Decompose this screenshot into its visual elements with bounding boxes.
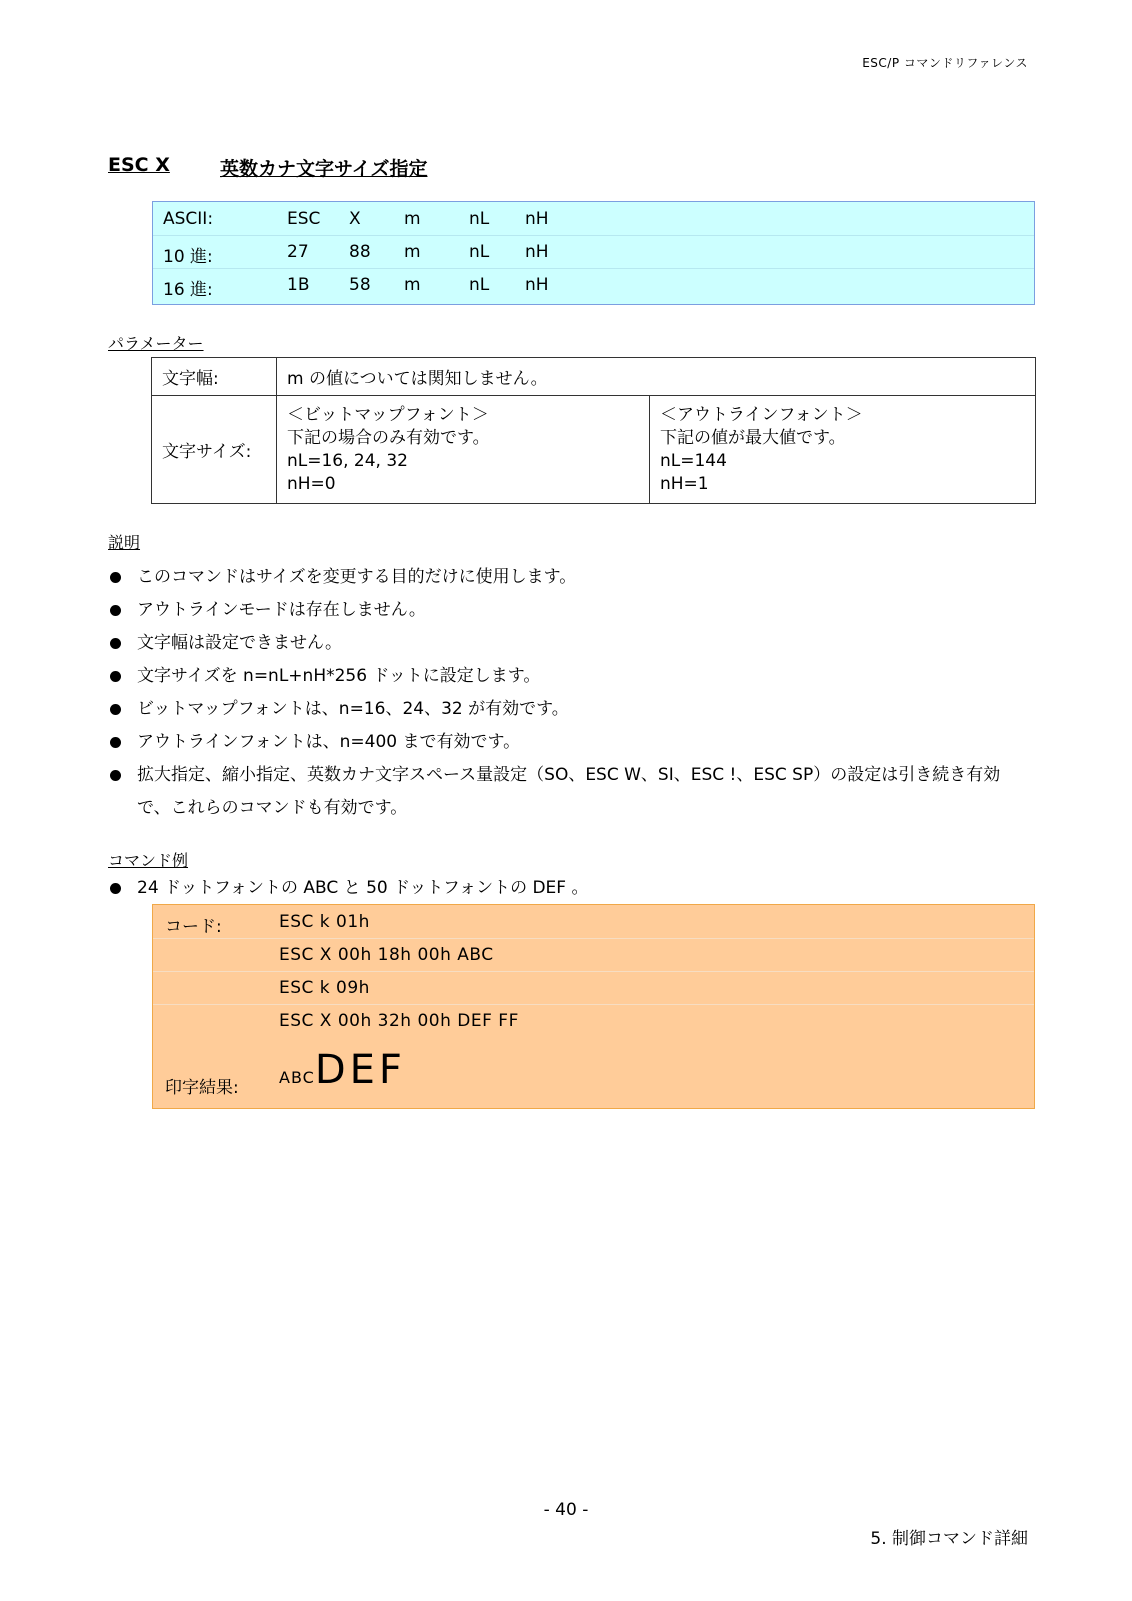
parameters-table (151, 357, 1036, 504)
cell-line: nH=1 (660, 473, 709, 494)
syntax-cell: nH (525, 209, 549, 229)
syntax-row-ascii (153, 202, 1034, 236)
syntax-label: ASCII: (163, 209, 214, 229)
page-title (108, 154, 427, 181)
code-row (153, 905, 1034, 939)
cell-line: 下記の場合のみ有効です。 (287, 427, 490, 448)
syntax-cell: nH (525, 242, 549, 262)
syntax-cell: 88 (349, 242, 371, 262)
cell-line: nH=0 (287, 473, 336, 494)
list-item (110, 594, 1030, 627)
syntax-cell: 1B (287, 275, 310, 295)
code-line: ESC k 01h (279, 912, 370, 932)
command-title: 英数カナ文字サイズ指定 (220, 158, 428, 180)
cell-line: nL=16, 24, 32 (287, 450, 409, 471)
bullet-icon (110, 704, 121, 715)
description-list (110, 561, 1030, 825)
syntax-label: 10 進: (163, 247, 213, 267)
syntax-cell: nL (469, 209, 490, 229)
result-label: 印字結果: (165, 1078, 239, 1098)
syntax-cell: m (404, 209, 421, 229)
list-item-text: 文字サイズを n=nL+nH*256 ドットに設定します。 (137, 666, 541, 686)
bullet-icon (110, 671, 121, 682)
parameters-heading: パラメーター (108, 334, 204, 353)
code-line: ESC X 00h 32h 00h DEF FF (279, 1011, 519, 1031)
bullet-icon (110, 883, 121, 894)
section-footer: 5. 制御コマンド詳細 (870, 1529, 1028, 1549)
list-item-text: アウトラインフォントは、n=400 まで有効です。 (137, 732, 521, 752)
list-item (110, 660, 1030, 693)
print-result (279, 1047, 406, 1093)
code-label: コード: (165, 917, 222, 937)
syntax-cell: nH (525, 275, 549, 295)
result-big-text: DEF (314, 1047, 406, 1093)
param-value: m の値については関知しません。 (277, 358, 1036, 396)
syntax-cell: m (404, 275, 421, 295)
syntax-cell: m (404, 242, 421, 262)
syntax-cell: ESC (287, 209, 321, 229)
code-example-box (152, 904, 1035, 1109)
bullet-icon (110, 572, 121, 583)
syntax-cell: 27 (287, 242, 309, 262)
list-item-text: 文字幅は設定できません。 (137, 633, 343, 653)
syntax-cell: nL (469, 275, 490, 295)
code-line: ESC X 00h 18h 00h ABC (279, 945, 494, 965)
list-item-text: このコマンドはサイズを変更する目的だけに使用します。 (137, 567, 577, 587)
running-header: ESC/P コマンドリファレンス (862, 56, 1028, 70)
bullet-icon (110, 605, 121, 616)
syntax-row-hex (153, 268, 1034, 301)
example-heading: コマンド例 (108, 851, 189, 870)
page-number: - 40 - (543, 1500, 589, 1520)
cell-line: nL=144 (660, 450, 727, 471)
list-item (110, 872, 1030, 905)
syntax-row-decimal (153, 235, 1034, 269)
list-item (110, 627, 1030, 660)
example-list (110, 872, 1030, 905)
code-row (153, 1004, 1034, 1037)
list-item-text: ビットマップフォントは、n=16、24、32 が有効です。 (137, 699, 569, 719)
list-item (110, 759, 1030, 825)
description-heading: 説明 (108, 533, 141, 552)
param-label: 文字サイズ: (152, 396, 277, 504)
list-item (110, 726, 1030, 759)
syntax-cell: 58 (349, 275, 371, 295)
syntax-label: 16 進: (163, 280, 213, 300)
cell-line: ＜ビットマップフォント＞ (287, 404, 489, 425)
list-item (110, 693, 1030, 726)
result-small-text: ABC (279, 1068, 315, 1087)
syntax-cell: X (349, 209, 361, 229)
syntax-box (152, 201, 1035, 305)
list-item-text: 拡大指定、縮小指定、英数カナ文字スペース量設定（SO、ESC W、SI、ESC !、ESC SP）の設定は引き続き有効で、これらのコマンドも有効です。 (137, 765, 1001, 818)
table-row (152, 358, 1036, 396)
code-row (153, 938, 1034, 972)
bullet-icon (110, 770, 121, 781)
bullet-icon (110, 638, 121, 649)
code-row (153, 971, 1034, 1005)
table-row (152, 396, 1036, 504)
command-name: ESC X (108, 154, 170, 176)
param-label: 文字幅: (152, 358, 277, 396)
cell-line: 下記の値が最大値です。 (660, 427, 846, 448)
list-item-text: 24 ドットフォントの ABC と 50 ドットフォントの DEF 。 (137, 878, 589, 898)
cell-line: ＜アウトラインフォント＞ (660, 404, 863, 425)
syntax-cell: nL (469, 242, 490, 262)
list-item-text: アウトラインモードは存在しません。 (137, 600, 426, 620)
bullet-icon (110, 737, 121, 748)
outline-font-cell (650, 396, 1036, 504)
bitmap-font-cell (277, 396, 650, 504)
code-line: ESC k 09h (279, 978, 370, 998)
list-item (110, 561, 1030, 594)
